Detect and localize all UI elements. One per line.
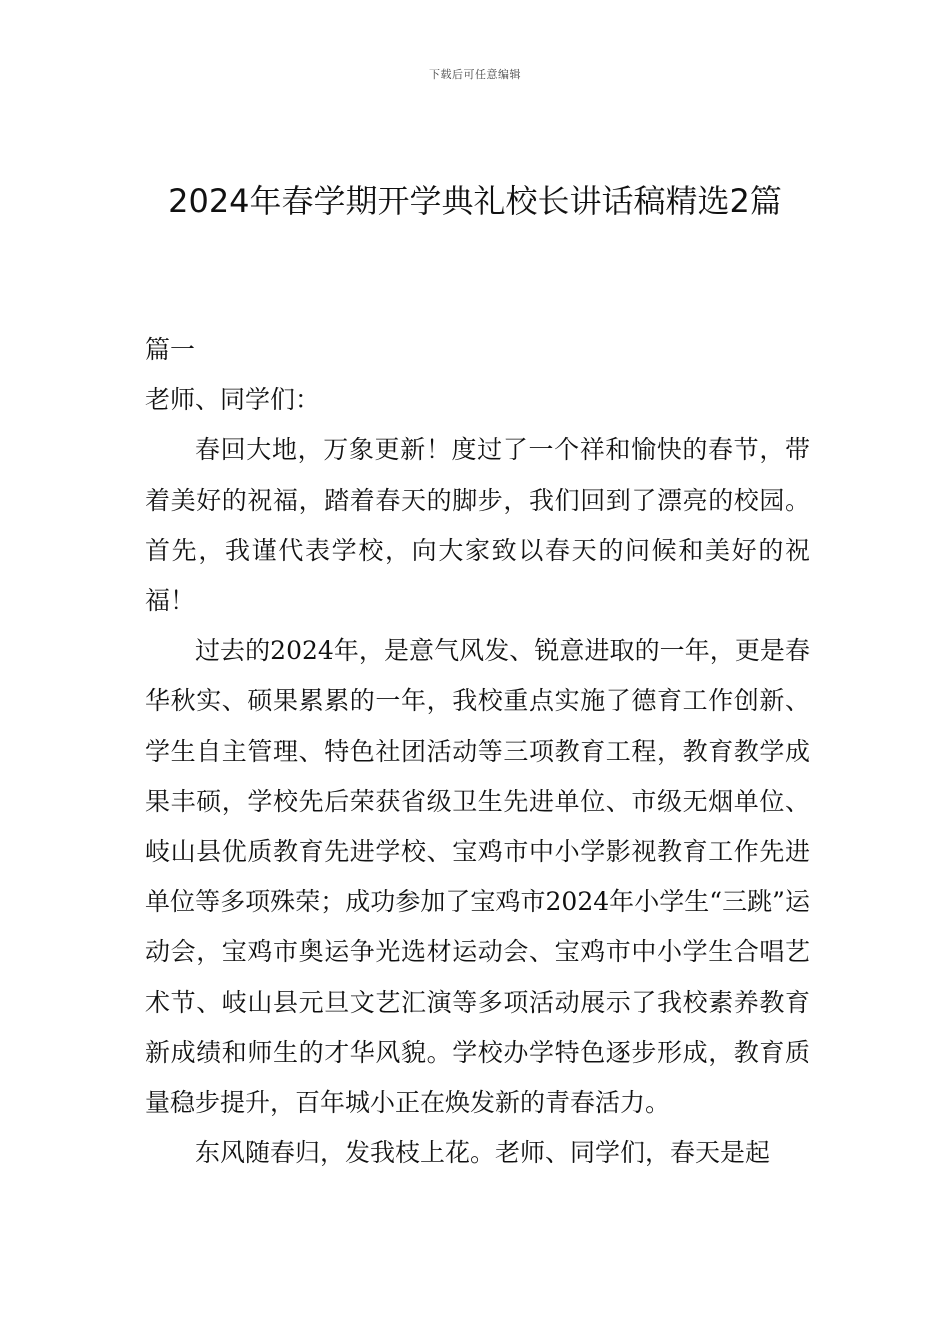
paragraph-1: 春回大地，万象更新！度过了一个祥和愉快的春节，带着美好的祝福，踏着春天的脚步，我们回到了漂亮的校园。首先，我谨代表学校，向大家致以春天的问候和美好的祝福！: [145, 435, 810, 616]
paragraph-2: 过去的2024年，是意气风发、锐意进取的一年，更是春华秋实、硕果累累的一年，我校重点实施了德育工作创新、学生自主管理、特色社团活动等三项教育工程，教育教学成果丰硕，学校先后荣获省级卫生先进单位、市级无烟单位、岐山县优质教育先进学校、宝鸡市中小学影视教育工作先进单位等多项殊荣；成功参加了宝鸡市2024年小学生“三跳”运动会，宝鸡市奥运争光选材运动会、宝鸡市中小学生合唱艺术节、岐山县元旦文艺汇演等多项活动展示了我校素养教育新成绩和师生的才华风貌。学校办学特色逐步形成，教育质量稳步提升，百年城小正在焕发新的青春活力。: [145, 636, 810, 1118]
paragraph-3: 东风随春归，发我枝上花。老师、同学们，春天是起: [195, 1138, 771, 1168]
document-body: [145, 325, 810, 1178]
document-title: 2024年春学期开学典礼校长讲话稿精选2篇: [168, 182, 782, 220]
section-label: 篇一: [145, 335, 196, 364]
salutation: 老师、同学们：: [145, 385, 321, 415]
page-header-note: 下载后可任意编辑: [429, 68, 521, 81]
